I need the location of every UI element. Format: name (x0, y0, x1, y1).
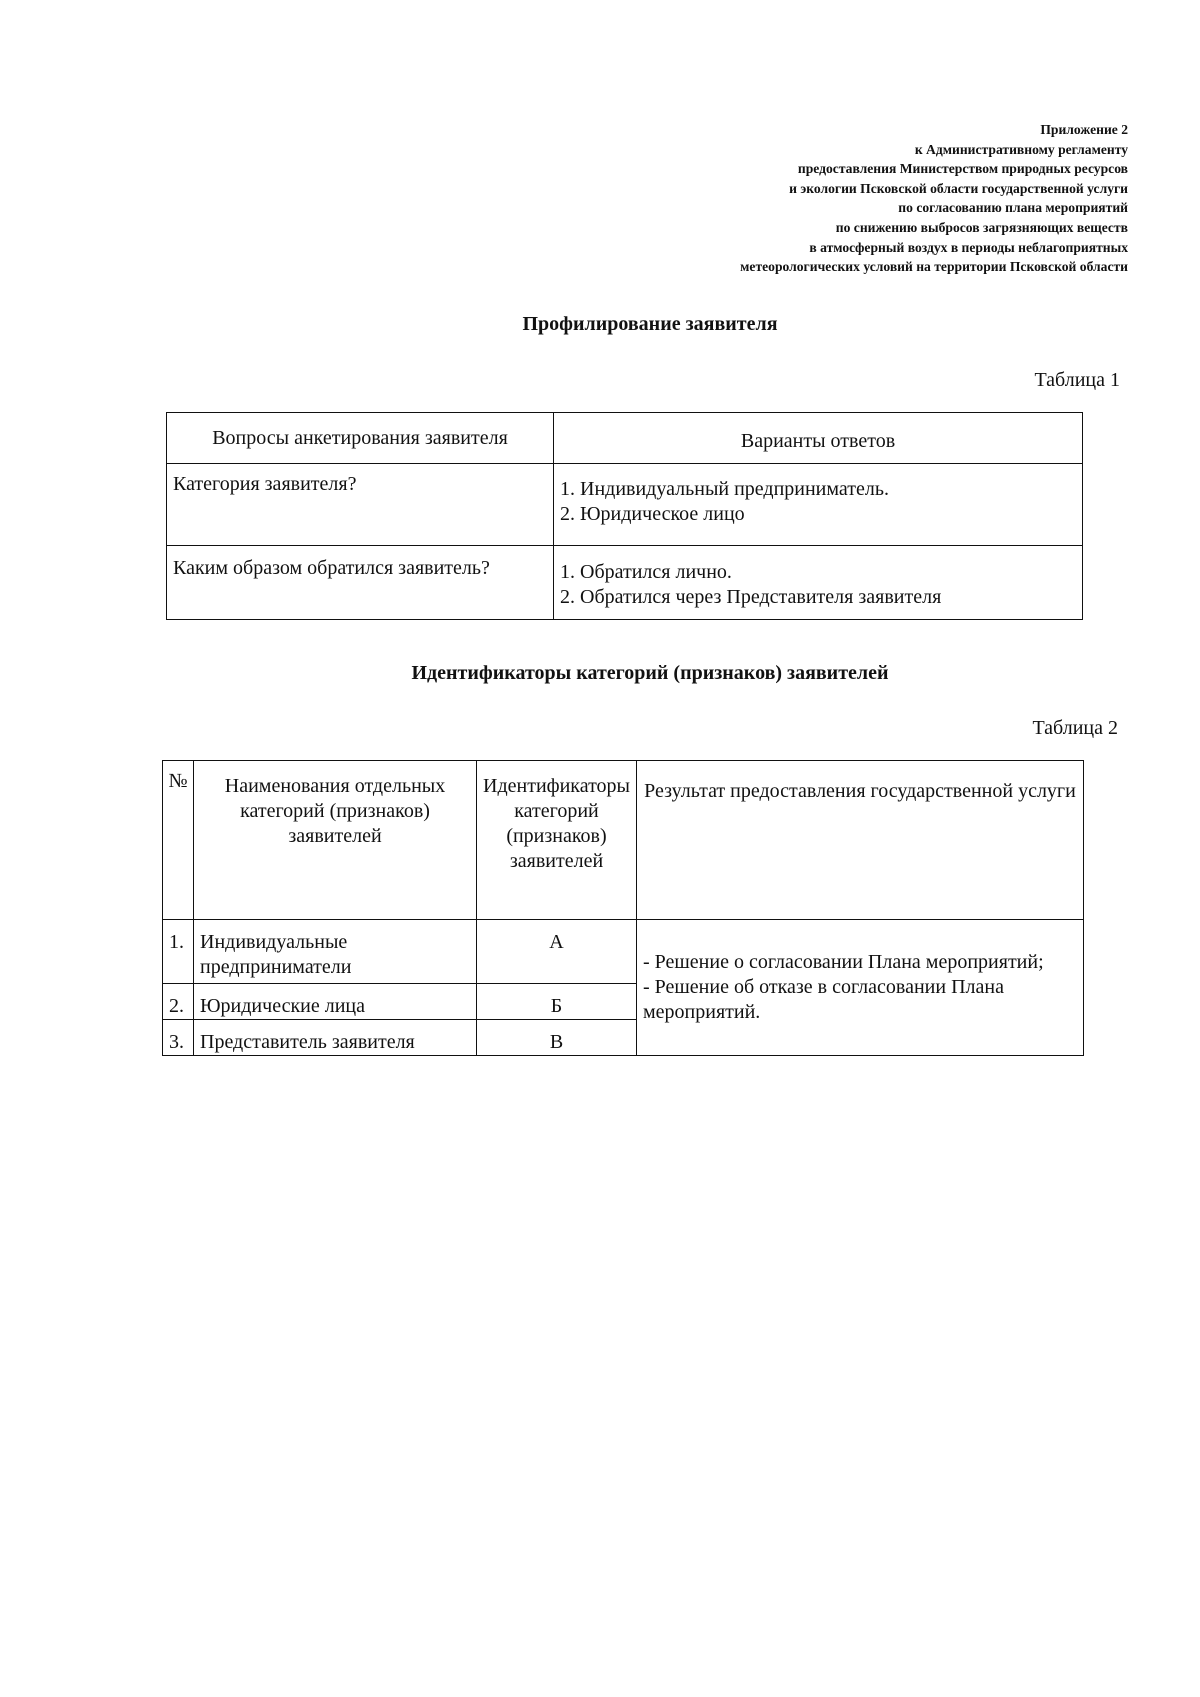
annex-line: в атмосферный воздух в периоды неблагоприятных (809, 239, 1128, 255)
header-number: № (163, 761, 194, 920)
question-cell: Категория заявителя? (167, 464, 554, 546)
category-identifier: А (477, 920, 637, 984)
section1-title: Профилирование заявителя (522, 313, 778, 335)
header-identifier: Идентификаторы категорий (признаков) заявителей (477, 761, 637, 920)
table-header-row (163, 761, 1084, 920)
header-answers: Варианты ответов (554, 413, 1083, 464)
table-row (167, 464, 1083, 546)
service-result (637, 920, 1084, 1056)
row-number: 1. (163, 920, 194, 984)
annex-line: Приложение 2 (1040, 122, 1128, 137)
answer-option: 1. Обратился лично. (560, 561, 732, 583)
category-name: Индивидуальные предприниматели (194, 920, 477, 984)
annex-line: предоставления Министерством природных ресурсов (797, 161, 1128, 177)
result-line: - Решение о согласовании Плана мероприятий; (643, 951, 1044, 973)
header-questions: Вопросы анкетирования заявителя (167, 413, 554, 464)
answer-option: 2. Юридическое лицо (560, 503, 745, 525)
category-name: Юридические лица (194, 984, 477, 1020)
annex-header (568, 120, 1128, 277)
category-identifier: В (477, 1020, 637, 1056)
table-header-row (167, 413, 1083, 464)
annex-line: к Административному регламенту (914, 141, 1128, 157)
answers-cell (554, 546, 1083, 620)
annex-line: и экологии Псковской области государственной услуги (789, 180, 1128, 196)
table1-caption: Таблица 1 (1034, 369, 1120, 391)
header-result: Результат предоставления государственной услуги (637, 761, 1084, 920)
category-identifier: Б (477, 984, 637, 1020)
annex-line: метеорологических условий на территории Псковской области (740, 259, 1128, 275)
question-cell: Каким образом обратился заявитель? (167, 546, 554, 620)
result-line: - Решение об отказе в согласовании Плана мероприятий. (643, 976, 1004, 1023)
answers-cell (554, 464, 1083, 546)
applicant-profiling-table (166, 412, 1083, 620)
row-number: 3. (163, 1020, 194, 1056)
answer-option: 2. Обратился через Представителя заявителя (560, 586, 942, 608)
table2-caption: Таблица 2 (1032, 717, 1118, 739)
section2-title: Идентификаторы категорий (признаков) заявителей (411, 662, 889, 684)
row-number: 2. (163, 984, 194, 1020)
table-row (163, 920, 1084, 984)
answer-option: 1. Индивидуальный предприниматель. (560, 478, 889, 500)
annex-line: по снижению выбросов загрязняющих веществ (835, 219, 1128, 235)
category-name: Представитель заявителя (194, 1020, 477, 1056)
header-category-name: Наименования отдельных категорий (признаков) заявителей (194, 761, 477, 920)
table-row (167, 546, 1083, 620)
applicant-category-identifiers-table (162, 760, 1084, 1056)
annex-line: по согласованию плана мероприятий (898, 200, 1128, 216)
